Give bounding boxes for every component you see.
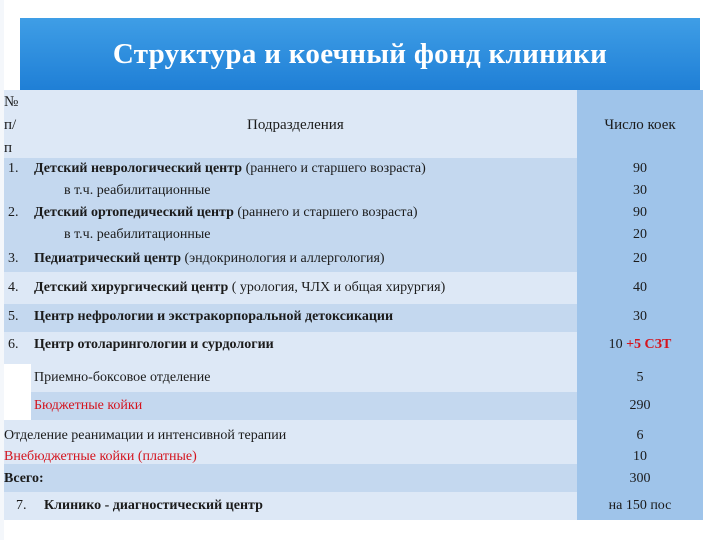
row-num: 5. — [8, 309, 19, 324]
header-departments: Подразделения — [247, 117, 344, 133]
row-beds: 90 — [633, 205, 647, 220]
row-num: 2. — [8, 205, 19, 220]
row-dept-name: Отделение реанимации и интенсивной терапии — [4, 428, 287, 443]
row-dept — [34, 160, 426, 178]
row-dept — [34, 250, 385, 268]
row-beds: на 150 пос — [608, 498, 672, 513]
total-value: 300 — [629, 471, 651, 486]
header-num-line1: № — [4, 94, 19, 110]
row-dept — [34, 279, 445, 297]
row-beds: 6 — [636, 428, 644, 443]
header-num-line3: п — [4, 140, 13, 156]
row-beds: 30 — [633, 309, 647, 324]
row-beds: 40 — [633, 280, 647, 295]
row-dept-note: (раннего и старшего возраста) — [242, 161, 426, 176]
row-dept-note: (раннего и старшего возраста) — [233, 205, 418, 220]
row-sub-dept: в т.ч. реабилитационные — [64, 227, 211, 242]
row-num: 3. — [8, 251, 19, 266]
row-beds-extra: +5 СЗТ — [626, 337, 672, 352]
row-beds: 90 — [633, 161, 647, 176]
row-num: 4. — [8, 280, 19, 295]
paid-beds-value: 10 — [633, 449, 647, 464]
row-beds: 30 — [633, 183, 647, 198]
row-dept-note: ( урология, ЧЛХ и общая хирургия) — [228, 280, 446, 295]
row-dept-name: Детский неврологический центр — [34, 161, 243, 176]
row-beds: 20 — [633, 251, 647, 266]
row-beds — [577, 336, 703, 354]
row-dept-name: Приемно-боксовое отделение — [34, 370, 211, 385]
row-dept-name: Центр отоларингологии и сурдологии — [34, 337, 274, 352]
row-dept-name: Детский хирургический центр — [34, 280, 229, 295]
budget-beds-label: Бюджетные койки — [34, 398, 143, 413]
row-dept-name: Клинико - диагностический центр — [44, 498, 263, 513]
row-num: 6. — [8, 337, 19, 352]
row-sub-dept: в т.ч. реабилитационные — [64, 183, 211, 198]
header-num-line2: п/ — [4, 117, 17, 133]
row-num: 1. — [8, 161, 19, 176]
row-dept-name: Педиатрический центр — [34, 251, 181, 266]
row-dept-name: Центр нефрологии и экстракорпоральной детоксикации — [34, 309, 394, 324]
row-beds-value: 10 — [608, 337, 627, 352]
row-beds: 20 — [633, 227, 647, 242]
row-beds: 5 — [636, 370, 644, 385]
row-num: 7. — [16, 498, 27, 513]
header-beds: Число коек — [604, 117, 676, 133]
total-label: Всего: — [4, 471, 44, 486]
budget-beds-value: 290 — [629, 398, 651, 413]
title-bar — [20, 18, 700, 90]
row-dept — [34, 204, 418, 222]
row-dept-name: Детский ортопедический центр — [34, 205, 234, 220]
row-total-bg — [4, 464, 577, 492]
row-dept-note: (эндокринология и аллергология) — [180, 251, 385, 266]
paid-beds-label: Внебюджетные койки (платные) — [4, 449, 197, 464]
slide-title: Структура и коечный фонд клиники — [112, 37, 608, 70]
